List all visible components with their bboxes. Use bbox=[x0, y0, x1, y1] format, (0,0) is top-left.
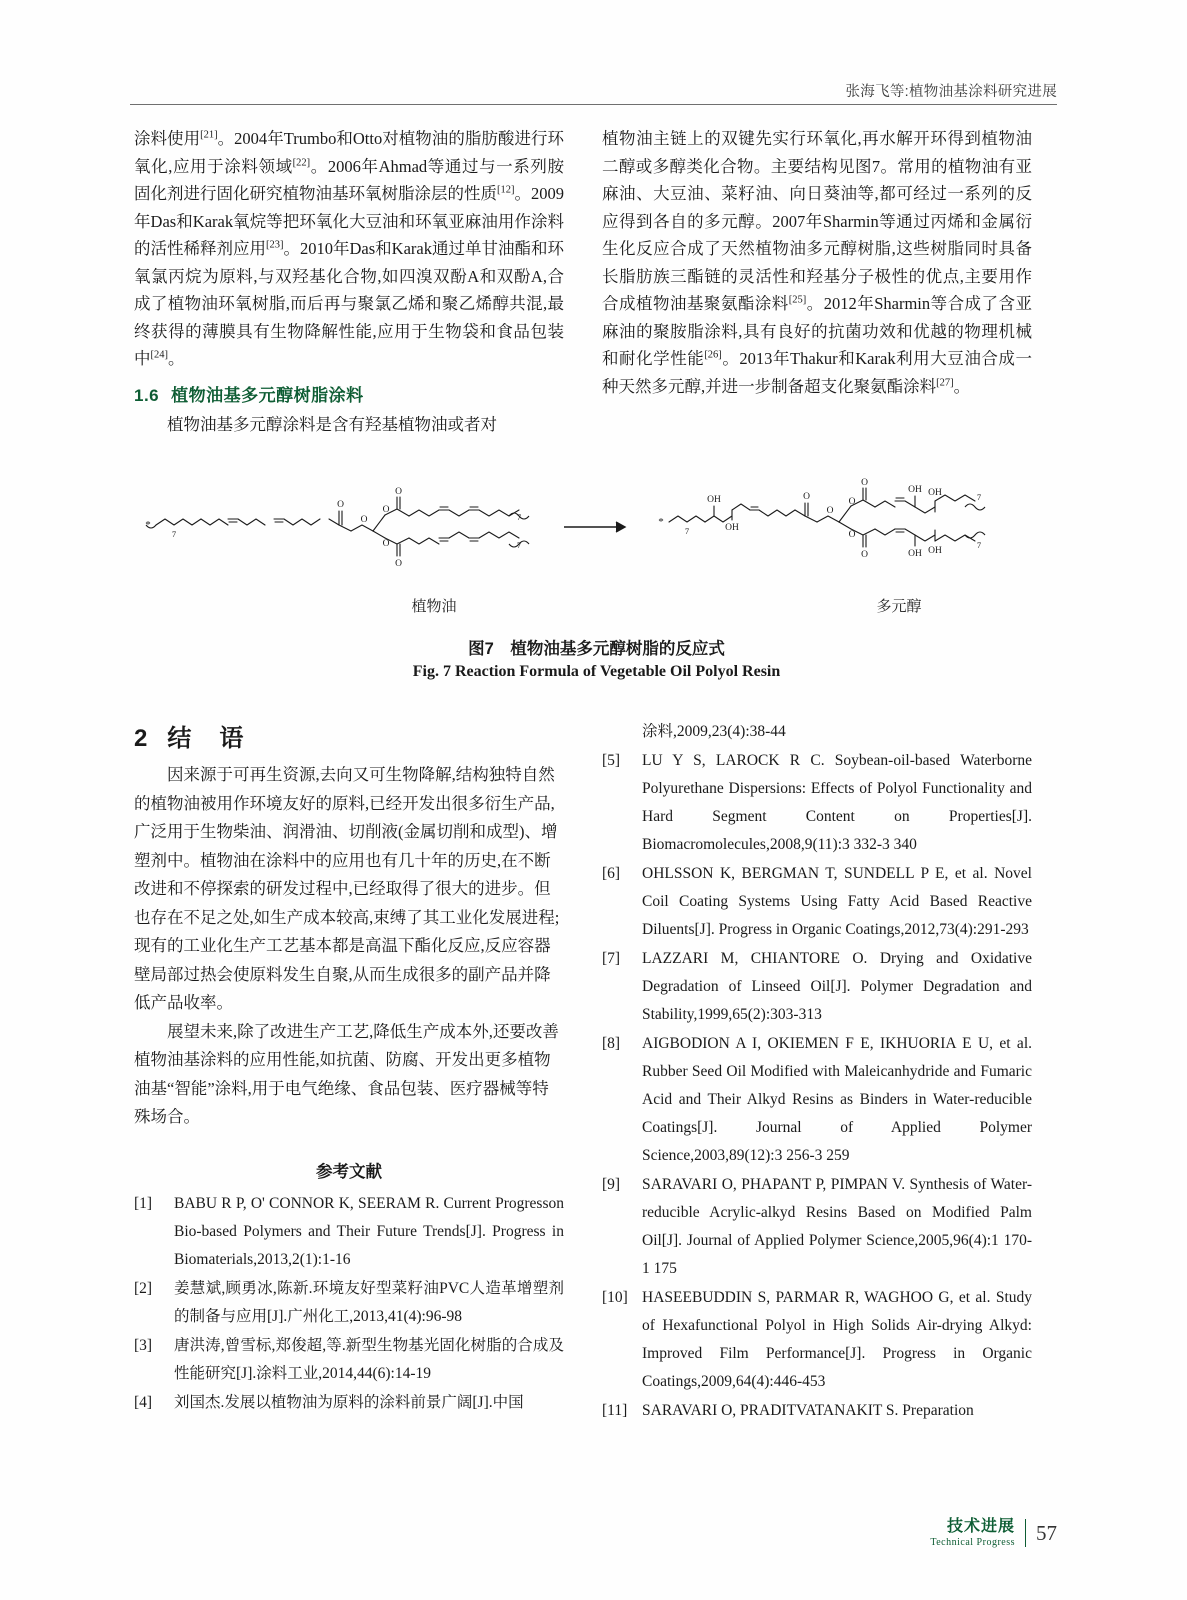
running-head: 张海飞等:植物油基涂料研究进展 bbox=[845, 84, 1057, 100]
figure-right-label: 多元醇 bbox=[876, 599, 922, 615]
atom-label-o: O bbox=[848, 497, 856, 507]
reference-index: [7] bbox=[602, 950, 621, 967]
reference-index: [6] bbox=[602, 865, 621, 882]
atom-label-oh: OH bbox=[928, 488, 942, 498]
atom-label-o: O bbox=[861, 550, 868, 560]
section-number: 1.6 bbox=[134, 385, 160, 405]
reference-item bbox=[134, 1190, 564, 1274]
figure-caption-en: Fig. 7 Reaction Formula of Vegetable Oil Polyol Resin bbox=[412, 663, 781, 680]
references-heading: 参考文献 bbox=[316, 1162, 382, 1181]
atom-label-o: O bbox=[848, 530, 856, 540]
section-title: 植物油基多元醇树脂涂料 bbox=[171, 385, 364, 405]
reference-text: HASEEBUDDIN S, PARMAR R, WAGHOO G, et al. Study of Hexafunctional Polyol in High Solids Air-drying Alkyd: Improved Film Performance[J]. Progress in Organic Coatings,2009,64(4):446-453 bbox=[642, 1289, 1032, 1390]
section-heading-1-6 bbox=[134, 382, 564, 410]
svg-text:*: * bbox=[145, 519, 151, 531]
atom-label-oh: OH bbox=[908, 485, 922, 495]
chain-index: 7 bbox=[684, 526, 690, 536]
atom-label-o: O bbox=[382, 539, 390, 549]
reference-item bbox=[602, 1171, 1032, 1283]
footer-brand-en: Technical Progress bbox=[930, 1536, 1015, 1548]
conclusion-paragraph-2: 展望未来,除了改进生产工艺,降低生产成本外,还要改善植物油基涂料的应用性能,如抗菌、防腐、开发出更多植物油基“智能”涂料,用于电气绝缘、食品包装、医疗器械等特殊场合。 bbox=[134, 1021, 559, 1126]
references-list-right bbox=[602, 718, 1032, 1426]
atom-label-o: O bbox=[826, 506, 834, 516]
reference-text: 姜慧斌,顾勇冰,陈新.环境友好型菜籽油PVC人造革增塑剂的制备与应用[J].广州化工,2013,41(4):96-98 bbox=[174, 1279, 564, 1325]
page-footer bbox=[930, 1518, 1057, 1548]
atom-label-oh: OH bbox=[707, 495, 721, 505]
atom-label-oh: OH bbox=[928, 546, 942, 556]
reference-continuation: 涂料,2009,23(4):38-44 bbox=[642, 723, 786, 740]
reference-text: 刘国杰.发展以植物油为原料的涂料前景广阔[J].中国 bbox=[174, 1393, 524, 1411]
right-column bbox=[602, 125, 1032, 400]
left-paragraph-1: 涂料使用[21]。2004年Trumbo和Otto对植物油的脂肪酸进行环氧化,应用于涂料领域[22]。2006年Ahmad等通过与一系列胺固化剂进行固化研究植物油基环氧树脂涂层的性质[12]。2009年Das和Karak氧烷等把环氧化大豆油和环氧亚麻油用作涂料的活性稀释剂应用[23]。2010年Das和Karak通过单甘油酯和环氧氯丙烷为原料,与双羟基化合物,如四溴双酚A和双酚A,合成了植物油环氧树脂,而后再与聚氯乙烯和聚乙烯醇共混,最终获得的薄膜具有生物降解性能,应用于生物袋和食品包装中[24]。 bbox=[134, 129, 565, 368]
reference-item bbox=[602, 860, 1032, 944]
reference-index: [3] bbox=[134, 1336, 153, 1354]
reaction-scheme-svg bbox=[134, 470, 1059, 615]
chain-index: 7 bbox=[976, 540, 982, 550]
conclusion-heading bbox=[134, 718, 564, 753]
reference-index: [8] bbox=[602, 1035, 621, 1052]
page-number: 57 bbox=[1036, 1520, 1057, 1545]
footer-brand bbox=[930, 1518, 1015, 1548]
figure-caption-cn: 图7 植物油基多元醇树脂的反应式 bbox=[468, 640, 725, 658]
footer-divider bbox=[1025, 1519, 1026, 1547]
figure-caption bbox=[134, 635, 1059, 681]
reference-text: SARAVARI O, PHAPANT P, PIMPAN V. Synthesis of Water-reducible Acrylic-alkyd Resins Based on Modified Palm Oil[J]. Journal of Applied Polymer Science,2005,96(4):1 170-1 175 bbox=[642, 1176, 1032, 1277]
figure-left-label: 植物油 bbox=[411, 599, 457, 615]
reference-index: [5] bbox=[602, 752, 621, 769]
reference-text: LAZZARI M, CHIANTORE O. Drying and Oxidative Degradation of Linseed Oil[J]. Polymer Degradation and Stability,1999,65(2):303-313 bbox=[642, 950, 1032, 1023]
reference-text: AIGBODION A I, OKIEMEN F E, IKHUORIA E U, et al. Rubber Seed Oil Modified with Maleicanhydride and Fumaric Acid and Their Alkyd Resins as Binders in Water-reducible Coatings[J]. Journal of Applied Polymer Science,2003,89(12):3 256-3 259 bbox=[642, 1035, 1032, 1164]
chain-index: 7 bbox=[976, 492, 982, 502]
reference-item bbox=[602, 747, 1032, 859]
atom-label-o: O bbox=[337, 500, 344, 510]
reference-text: SARAVARI O, PRADITVATANAKIT S. Preparation bbox=[642, 1402, 974, 1419]
reference-index: [10] bbox=[602, 1289, 628, 1306]
atom-label-o: O bbox=[861, 478, 868, 488]
atom-label-oh: OH bbox=[908, 549, 922, 559]
reference-index: [4] bbox=[134, 1393, 153, 1411]
reference-item bbox=[134, 1389, 564, 1417]
svg-text:*: * bbox=[658, 516, 664, 528]
right-paragraph-1: 植物油主链上的双键先实行环氧化,再水解开环得到植物油二醇或多醇类化合物。主要结构见图7。常用的植物油有亚麻油、大豆油、菜籽油、向日葵油等,都可经过一系列的反应得到各自的多元醇。2007年Sharmin等通过丙烯和金属衍生化反应合成了天然植物油多元醇树脂,这些树脂同时具备长脂肪族三酯链的灵活性和羟基分子极性的优点,主要用作合成植物油基聚氨酯涂料[25]。2012年Sharmin等合成了含亚麻油的聚胺脂涂料,具有良好的抗菌功效和优越的物理机械和耐化学性能[26]。2013年Thakur和Karak利用大豆油合成一种天然多元醇,并进一步制备超支化聚氨酯涂料[27]。 bbox=[602, 129, 1032, 396]
chain-index: 7 bbox=[516, 540, 522, 550]
left-column bbox=[134, 125, 564, 439]
chain-index: 7 bbox=[171, 529, 177, 539]
reference-index: [9] bbox=[602, 1176, 621, 1193]
header-rule bbox=[130, 104, 1057, 105]
footer-brand-cn: 技术进展 bbox=[946, 1518, 1015, 1536]
atom-label-o: O bbox=[803, 492, 810, 502]
conclusion-section bbox=[134, 718, 564, 1418]
reference-item bbox=[134, 1275, 564, 1331]
conclusion-number: 2 bbox=[134, 725, 150, 752]
atom-label-o: O bbox=[395, 487, 402, 497]
reference-index: [2] bbox=[134, 1279, 153, 1297]
reference-index: [11] bbox=[602, 1402, 628, 1419]
reference-text: BABU R P, O' CONNOR K, SEERAM R. Current Progresson Bio-based Polymers and Their Future Trends[J]. Progress in Biomaterials,2013,2(1):1-16 bbox=[174, 1194, 564, 1268]
reference-item bbox=[602, 1284, 1032, 1396]
figure-7 bbox=[134, 470, 1059, 615]
atom-label-oh: OH bbox=[725, 523, 739, 533]
reference-item bbox=[602, 945, 1032, 1029]
left-paragraph-2: 植物油基多元醇涂料是含有羟基植物油或者对 bbox=[167, 415, 497, 434]
chain-index: 7 bbox=[516, 512, 522, 522]
reference-text: 唐洪涛,曾雪标,郑俊超,等.新型生物基光固化树脂的合成及性能研究[J].涂料工业,2014,44(6):14-19 bbox=[174, 1336, 564, 1382]
conclusion-title: 结 语 bbox=[167, 725, 246, 752]
reference-index: [1] bbox=[134, 1194, 153, 1212]
reference-text: OHLSSON K, BERGMAN T, SUNDELL P E, et al. Novel Coil Coating Systems Using Fatty Acid Based Reactive Diluents[J]. Progress in Organic Coatings,2012,73(4):291-293 bbox=[642, 865, 1032, 938]
reference-item bbox=[602, 1030, 1032, 1170]
reference-item bbox=[602, 1397, 1032, 1425]
reference-item bbox=[134, 1332, 564, 1388]
reaction-scheme bbox=[134, 470, 1059, 615]
reference-text: LU Y S, LAROCK R C. Soybean-oil-based Waterborne Polyurethane Dispersions: Effects of Polyol Functionality and Hard Segment Content on Properties[J]. Biomacromolecules,2008,9(11):3 332-3 340 bbox=[642, 752, 1032, 853]
conclusion-paragraph-1: 因来源于可再生资源,去向又可生物降解,结构独特自然的植物油被用作环境友好的原料,已经开发出很多衍生产品,广泛用于生物柴油、润滑油、切削液(金属切削和成型)、增塑剂中。植物油在涂料中的应用也有几十年的历史,在不断改进和不停探索的研发过程中,已经取得了很大的进步。但也存在不足之处,如生产成本较高,束缚了其工业化发展进程;现有的工业化生产工艺基本都是高温下酯化反应,反应容器壁局部过热会使原料发生自聚,从而生成很多的副产品并降低产品收率。 bbox=[134, 765, 560, 1012]
atom-label-o: O bbox=[395, 559, 402, 569]
atom-label-o: O bbox=[382, 505, 390, 515]
references-list-left bbox=[134, 1190, 564, 1417]
atom-label-o: O bbox=[360, 515, 368, 525]
